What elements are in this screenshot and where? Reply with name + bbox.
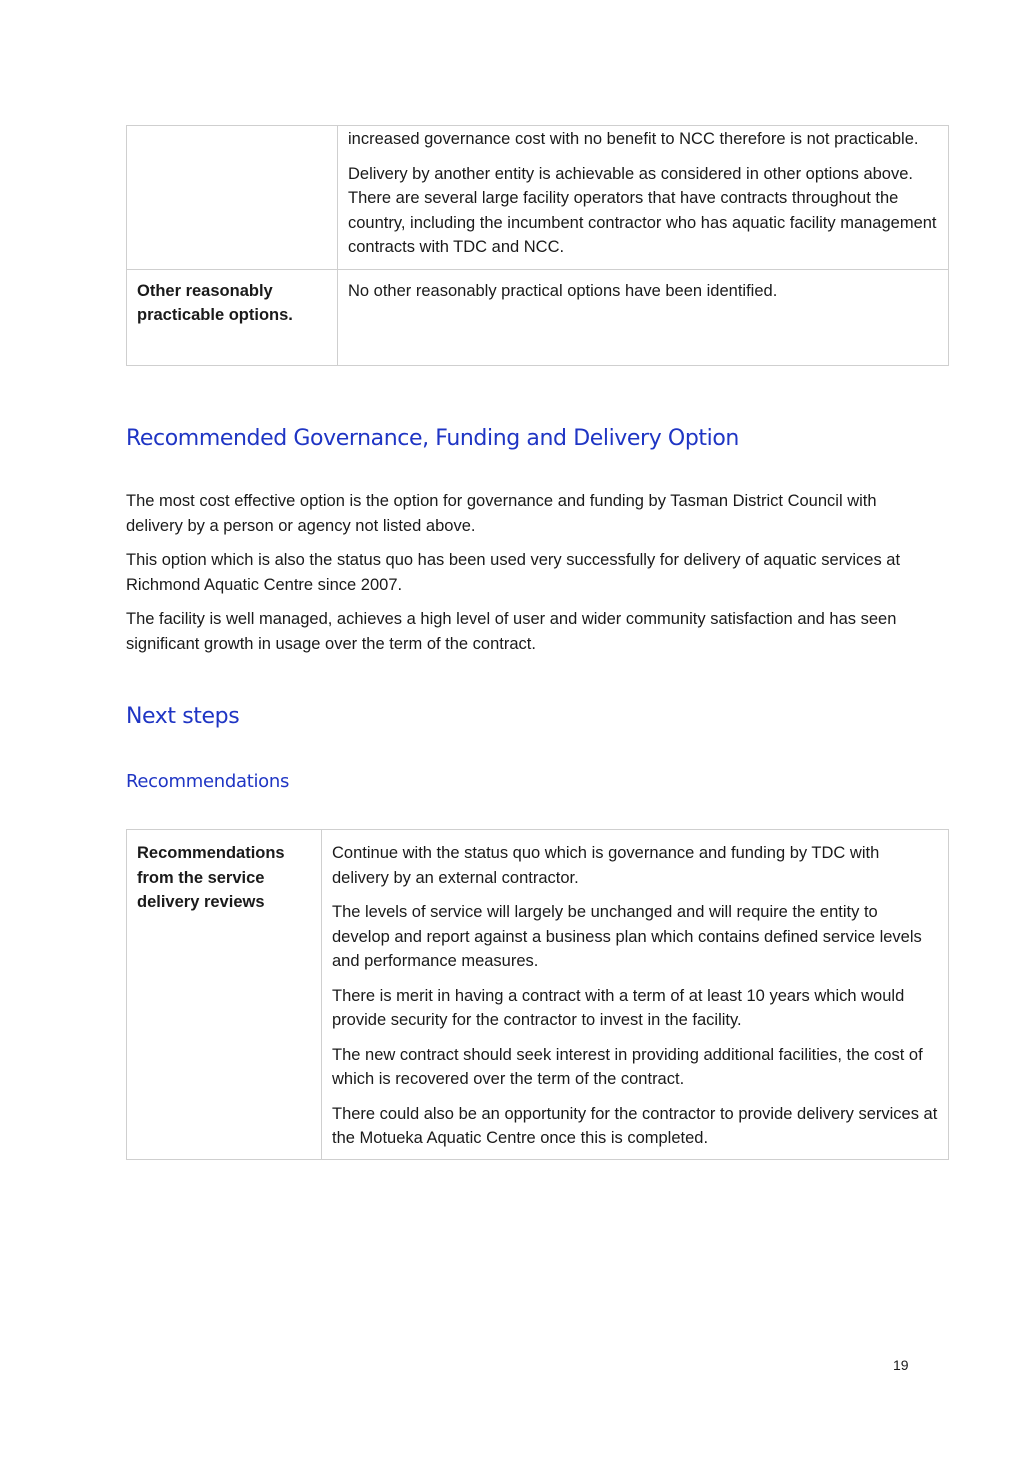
- row-content: [338, 269, 949, 365]
- row-label: [127, 126, 338, 270]
- table-row: [127, 830, 949, 1160]
- recommendations-subheading: Recommendations: [126, 771, 290, 792]
- paragraph: Continue with the status quo which is governance and funding by TDC with delivery by an external contractor.: [332, 844, 880, 887]
- page-number: 19: [893, 1357, 909, 1373]
- row-content: [322, 830, 949, 1160]
- paragraph: The most cost effective option is the option for governance and funding by Tasman District Council with delivery by a person or agency not listed above.: [126, 492, 877, 535]
- row-label: Recommendations from the service delivery reviews: [127, 830, 322, 1160]
- table-row: [127, 126, 949, 270]
- paragraph: There could also be an opportunity for the contractor to provide delivery services at the Motueka Aquatic Centre once this is completed.: [332, 1104, 938, 1147]
- paragraph: The facility is well managed, achieves a high level of user and wider community satisfaction and has seen significant growth in usage over the term of the contract.: [126, 610, 897, 653]
- next-steps-heading: Next steps: [126, 704, 240, 729]
- paragraph: This option which is also the status quo has been used very successfully for delivery of aquatic services at Richmond Aquatic Centre since 2007.: [126, 551, 901, 594]
- options-table: [126, 125, 949, 366]
- recommended-option-heading: Recommended Governance, Funding and Delivery Option: [126, 426, 739, 451]
- row-content: [338, 126, 949, 270]
- row-label: Other reasonably practicable options.: [127, 269, 338, 365]
- paragraph: The levels of service will largely be unchanged and will require the entity to develop and report against a business plan which contains defined service levels and performance measures.: [332, 903, 922, 970]
- table-row: [127, 269, 949, 365]
- paragraph: increased governance cost with no benefit to NCC therefore is not practicable.: [348, 130, 919, 148]
- paragraph: No other reasonably practical options have been identified.: [348, 281, 778, 300]
- recommended-option-body: [126, 489, 926, 666]
- paragraph: There is merit in having a contract with a term of at least 10 years which would provide security for the contractor to invest in the facility.: [332, 986, 905, 1029]
- recommendations-table: [126, 829, 949, 1160]
- paragraph: Delivery by another entity is achievable as considered in other options above. There are several large facility operators that have contracts throughout the country, including the incumbent contractor who has aquatic facility management contracts with TDC and NCC.: [348, 164, 937, 256]
- paragraph: The new contract should seek interest in providing additional facilities, the cost of which is recovered over the term of the contract.: [332, 1045, 923, 1088]
